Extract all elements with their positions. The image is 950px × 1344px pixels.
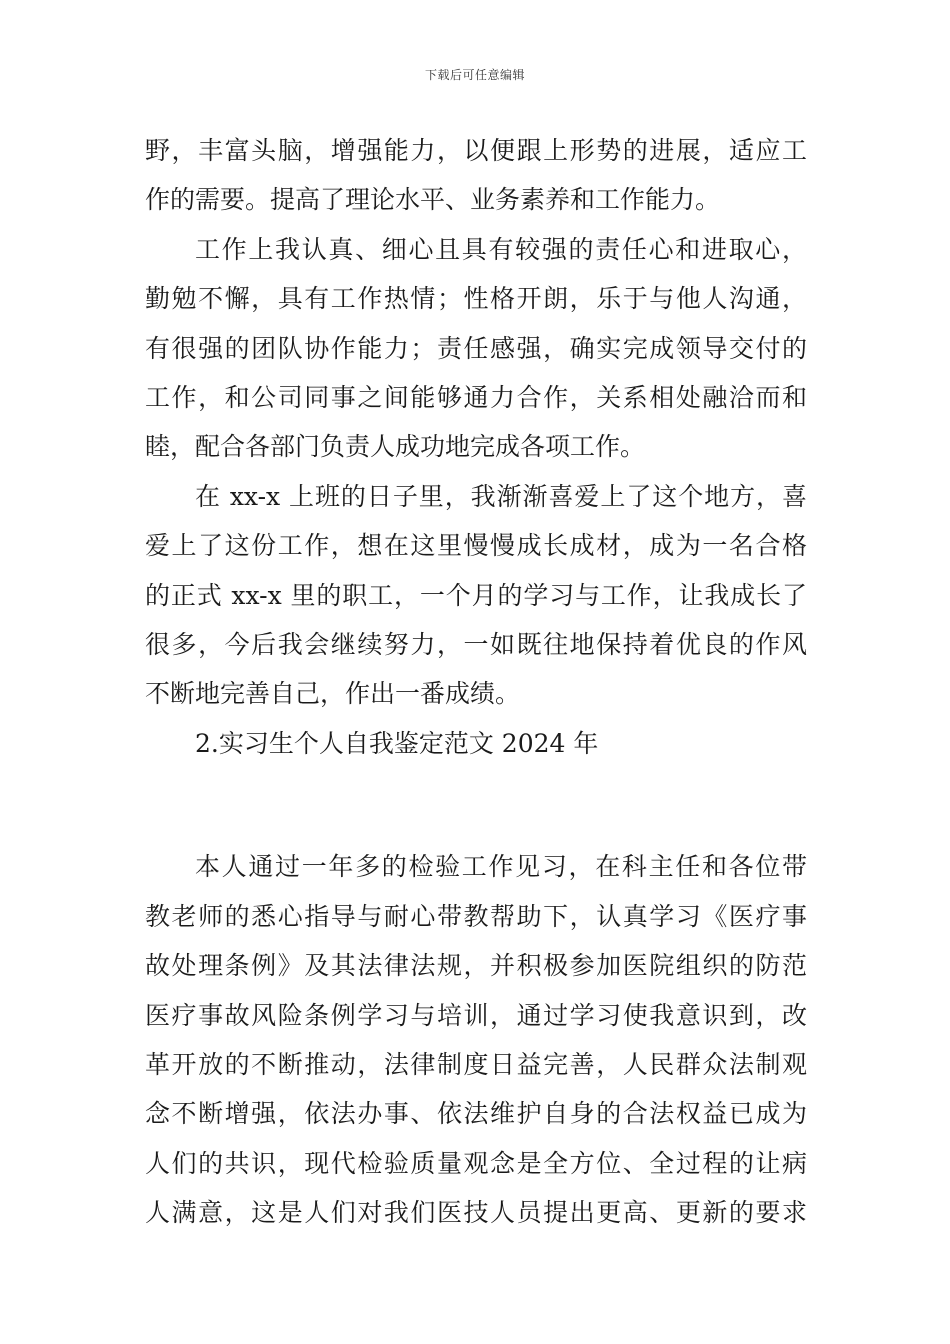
document-body [145,126,807,1238]
paragraph-2 [145,225,807,472]
text-line: 勤勉不懈，具有工作热情；性格开朗，乐于与他人沟通， [145,284,807,314]
text-line: 工作上我认真、细心且具有较强的责任心和进取心， [195,234,807,264]
text-line: 教老师的悉心指导与耐心带教帮助下，认真学习《医疗事 [145,901,807,931]
paragraph-4 [145,842,807,1237]
page-header: 下载后可任意编辑 [424,68,525,82]
section-heading: 2.实习生个人自我鉴定范文 2024 年 [195,728,599,758]
text-line: 睦，配合各部门负责人成功地完成各项工作。 [145,432,646,462]
text-line: 革开放的不断推动，法律制度日益完善，人民群众法制观 [145,1049,807,1079]
text-line: 很多，今后我会继续努力，一如既往地保持着优良的作风 [145,630,807,660]
text-line: 故处理条例》及其法律法规，并积极参加医院组织的防范 [145,951,807,981]
text-line: 人们的共识，现代检验质量观念是全方位、全过程的让病 [145,1148,807,1178]
paragraph-3 [145,472,807,719]
text-line: 的正式 xx-x 里的职工，一个月的学习与工作，让我成长了 [145,580,807,610]
text-line: 不断地完善自己，作出一番成绩。 [145,679,521,709]
text-line: 念不断增强，依法办事、依法维护自身的合法权益已成为 [145,1099,807,1129]
section-spacer [145,768,807,842]
text-line: 本人通过一年多的检验工作见习，在科主任和各位带 [195,852,807,882]
text-line: 人满意，这是人们对我们医技人员提出更高、更新的要求 [145,1198,807,1228]
text-line: 医疗事故风险条例学习与培训，通过学习使我意识到，改 [145,1000,807,1030]
text-line: 爱上了这份工作，想在这里慢慢成长成材，成为一名合格 [145,531,807,561]
text-line: 有很强的团队协作能力；责任感强，确实完成领导交付的 [145,333,807,363]
text-line: 工作，和公司同事之间能够通力合作，关系相处融洽而和 [145,383,807,413]
text-line: 在 xx-x 上班的日子里，我渐渐喜爱上了这个地方，喜 [195,481,807,511]
text-line: 野，丰富头脑，增强能力，以便跟上形势的进展，适应工 [145,136,807,165]
text-line: 作的需要。提高了理论水平、业务素养和工作能力。 [145,185,721,215]
paragraph-1 [145,126,807,225]
